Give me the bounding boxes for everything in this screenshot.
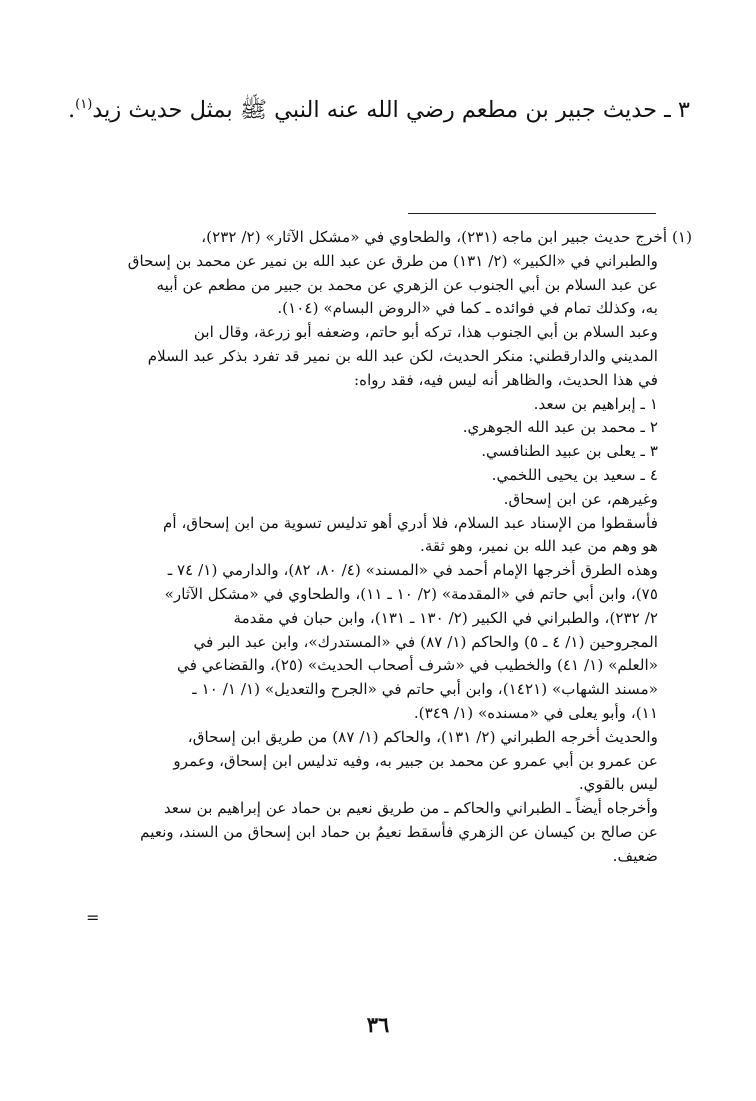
footnote-line: «مسند الشهاب» (١٤٢١)، وابن أبي حاتم في «الجرح والتعديل» (١/ ١/ ١٠ ـ <box>192 680 658 699</box>
footnote-line: ٢/ ٢٣٢)، والطبراني في الكبير (٢/ ١٣٠ ـ ١٣١)، وابن حبان في مقدمة <box>233 608 658 627</box>
footnote-line: وأخرجاه أيضاً ـ الطبراني والحاكم ـ من طريق نعيم بن حماد عن إبراهيم بن سعد <box>163 799 658 818</box>
footnote-line: والحديث أخرجه الطبراني (٢/ ١٣١)، والحاكم (١/ ٨٧) من طريق ابن إسحاق، <box>187 727 658 746</box>
main-paragraph-end: . <box>67 97 76 123</box>
footnote-line: المجروحين (١/ ٤ ـ ٥) والحاكم (١/ ٨٧) في «المستدرك»، وابن عبد البر في <box>193 632 658 651</box>
footnote-list-item: ٣ ـ يعلى بن عبيد الطنافسي. <box>481 442 658 461</box>
footnote-separator <box>408 213 656 214</box>
footnote-reference[interactable]: (١) <box>75 97 93 112</box>
footnote-list-item: ٢ ـ محمد بن عبد الله الجوهري. <box>462 418 658 437</box>
footnote-line: وعبد السلام بن أبي الجنوب هذا، تركه أبو حاتم، وضعفه أبو زرعة، وقال ابن <box>193 323 658 342</box>
continuation-mark: = <box>86 908 100 927</box>
main-paragraph <box>65 86 690 134</box>
footnote-line: هو وهم من عبد الله بن نمير، وهو ثقة. <box>420 537 658 556</box>
footnote-line: والطبراني في «الكبير» (٢/ ١٣١) من طرق عن عبد الله بن نمير عن محمد بن إسحاق <box>127 251 658 270</box>
footnote-line: «العلم» (١/ ٤١) والخطيب في «شرف أصحاب الحديث» (٢٥)، والقضاعي في <box>177 656 658 675</box>
footnote-line: ضعيف. <box>612 846 658 865</box>
footnote-list-item: ٤ ـ سعيد بن يحيى اللخمي. <box>491 465 658 484</box>
page-number: ٣٦ <box>366 1012 390 1037</box>
footnote-line: عن عبد السلام بن أبي الجنوب عن الزهري عن محمد بن جبير من مطعم عن أبيه <box>156 275 658 294</box>
footnote-block <box>60 226 692 869</box>
footnote-list-item: ١ ـ إبراهيم بن سعد. <box>533 394 658 413</box>
footnote-line: وغيرهم، عن ابن إسحاق. <box>503 489 658 508</box>
footnote-line: عن عمرو بن أبي عمرو عن محمد بن جبير به، وفيه تدليس ابن إسحاق، وعمرو <box>173 751 658 770</box>
footnote-line: فأسقطوا من الإسناد عبد السلام، فلا أدري أهو تدليس تسوية من ابن إسحاق، أم <box>163 513 658 532</box>
footnote-line: عن صالح بن كيسان عن الزهري فأسقط نعيمُ بن حماد ابن إسحاق من السند، ونعيم <box>140 822 658 841</box>
footnote-line: ١١)، وأبو يعلى في «مسنده» (١/ ٣٤٩). <box>413 703 658 722</box>
footnote-line: ٧٥)، وابن أبي حاتم في «المقدمة» (٢/ ١٠ ـ ١١)، والطحاوي في «مشكل الآثار» <box>164 584 658 603</box>
footnote-line: وهذه الطرق أخرجها الإمام أحمد في «المسند» (٤/ ٨٠، ٨٢)، والدارمي (١/ ٧٤ ـ <box>167 561 658 580</box>
footnote-line: المديني والدارقطني: منكر الحديث، لكن عبد الله بن نمير قد تفرد بذكر عبد السلام <box>147 346 658 365</box>
main-paragraph-text: ٣ ـ حديث جبير بن مطعم رضي الله عنه النبي ﷺ بمثل حديث زيد <box>92 97 690 123</box>
footnote-line: في هذا الحديث، والظاهر أنه ليس فيه، فقد رواه: <box>354 370 658 389</box>
footnote-line: ليس بالقوي. <box>578 775 658 794</box>
footnote-line: (١) أخرج حديث جبير ابن ماجه (٢٣١)، والطحاوي في «مشكل الآثار» (٢/ ٢٣٢)، <box>201 228 692 246</box>
footnote-line: به، وكذلك تمام في فوائده ـ كما في «الروض البسام» (١٠٤). <box>277 299 658 318</box>
